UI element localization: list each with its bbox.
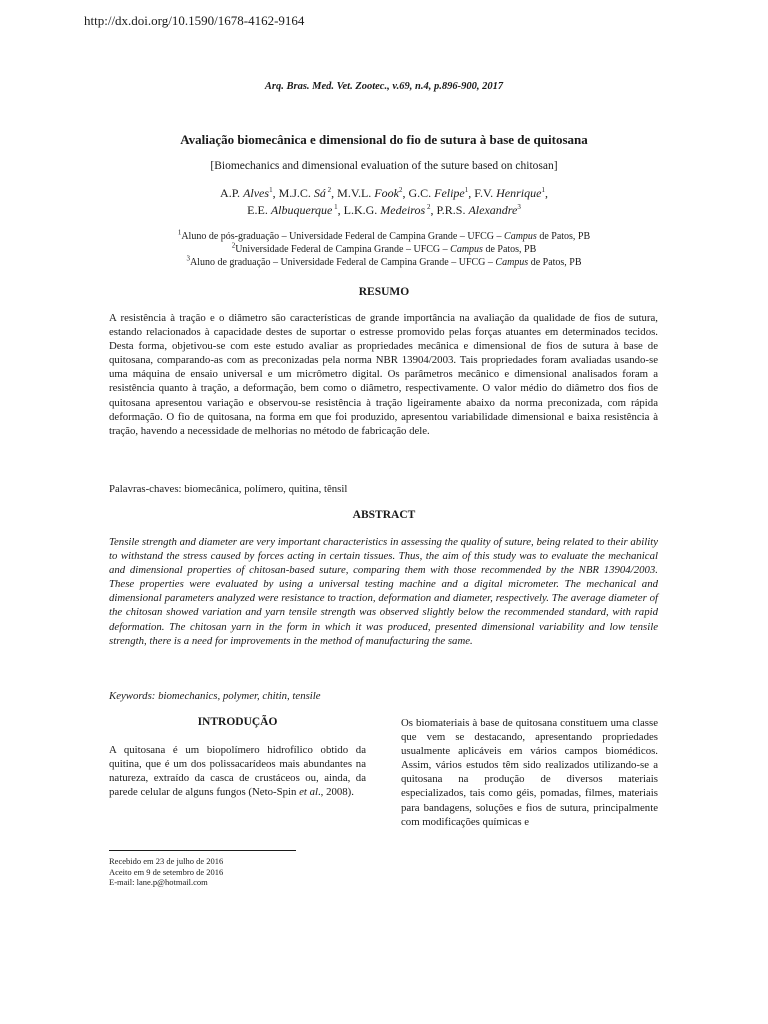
doi-link[interactable]: http://dx.doi.org/10.1590/1678-4162-9164: [84, 13, 305, 28]
footnote: [109, 856, 223, 888]
paper-title: Avaliação biomecânica e dimensional do fio de sutura à base de quitosana: [180, 132, 588, 147]
intro-text: A quitosana é um biopolímero hidrofílico obtido da quitina, que é um dos polissacarídeos mais abundantes na natureza, extraído da casca de crustáceos ou, ainda, da parede celular de alguns fungos (Neto-Spin: [109, 744, 366, 799]
affiliation-1: [0, 230, 768, 243]
affil-mark: 2: [231, 241, 236, 250]
affil-text: de Patos, PB: [536, 231, 591, 242]
received-date: Recebido em 23 de julho de 2016: [109, 856, 224, 866]
author-initials: E.E.: [247, 203, 271, 217]
author-surname: Alexandre: [468, 203, 518, 217]
affil-text: de Patos, PB: [482, 244, 537, 255]
author-initials: M.J.C.: [278, 186, 314, 200]
resumo-heading: RESUMO: [358, 286, 410, 298]
affil-mark: 1: [177, 228, 182, 237]
introduction-heading: INTRODUÇÃO: [197, 716, 278, 728]
author-surname: Alves: [243, 186, 270, 200]
intro-etal: et al: [299, 786, 318, 799]
intro-text: ., 2008).: [317, 786, 354, 799]
author-surname: Sá: [313, 186, 326, 200]
affil-text: Aluno de graduação – Universidade Federal de Campina Grande – UFCG –: [189, 257, 496, 268]
journal-citation: Arq. Bras. Med. Vet. Zootec., v.69, n.4, p.896-900, 2017: [264, 81, 504, 92]
affil-text: de Patos, PB: [528, 257, 582, 268]
author-affil-mark: 1: [464, 186, 469, 194]
author-initials: L.K.G.: [343, 203, 381, 217]
author-surname: Fook: [374, 186, 399, 200]
author-initials: M.V.L.: [337, 186, 375, 200]
author-initials: G.C.: [408, 186, 435, 200]
abstract-keywords: Keywords: biomechanics, polymer, chitin, tensile: [109, 690, 321, 702]
accepted-date: Aceito em 9 de setembro de 2016: [109, 866, 224, 877]
author-line-1: A.P. Alves$^1$, M.J.C. Sá $^2$, M.V.L. Fook$^2$, G.C. Felipe$^1$, F.V. Henrique$^1$,: [220, 186, 548, 200]
resumo-keywords: Palavras-chaves: biomecânica, polímero, quitina, tênsil: [109, 483, 348, 495]
affil-campus: Campus: [495, 257, 529, 268]
author-affil-mark: 1: [541, 186, 545, 194]
resumo-text: A resistência à tração e o diâmetro são características de grande importância na avaliação da qualidade de fios de sutura, estando relacionados à capacidade destes de suportar o estresse promovido pelas forças atuantes em determinados tecidos. Desta forma, objetivou-se com este estudo avaliar as propriedades mecânica e dimensional de fios de sutura à base de quitosana, comparando-as com as preconizadas pela norma NBR 13904/2003. Tais propriedades foram avaliadas usando-se uma máquina de ensaio universal e um micrômetro digital. Os parâmetros mecânico e dimensional analisados foram a resistência quanto à tração, a deformação, bem como o diâmetro, respectivamente. O valor médio do diâmetro dos fios de quitosana apresentou variação e observou-se resistência à tração ligeiramente abaixo da norma preconizada, com rápida deformação. O fio de quitosana, na forma em que foi produzido, apresentou variabilidade dimensional e baixa resistência à tração, havendo a necessidade de melhorias no método de fabricação dele.: [109, 312, 658, 437]
affiliation-3: [0, 256, 768, 269]
affil-text: Aluno de pós-graduação – Universidade Federal de Campina Grande – UFCG –: [181, 231, 505, 242]
author-surname: Albuquerque: [270, 203, 333, 217]
author-surname: Felipe: [434, 186, 465, 200]
affil-text: Universidade Federal de Campina Grande – UFCG –: [235, 244, 451, 255]
affil-campus: Campus: [504, 231, 537, 242]
abstract-text: Tensile strength and diameter are very important characteristics in assessing the quality of suture, being related to their ability to withstand the stress caused by forces acting in certain tissues. Thus, the aim of this study was to evaluate the mechanical and dimensional properties of chitosan-based suture, comparing them with those recommended by the NBR 13904/2003. These properties were evaluated by using a universal testing machine and a digital micrometer. The mechanical and dimensional parameters analyzed were resistance to traction, deformation and diameter, respectively. The average diameter of the chitosan showed variation and yarn tensile strength was observed slightly below the recommended standard, with rapid deformation. The chitosan yarn in the form in which it was produced, presented dimensional variability and low tensile strength, there is a need for improvements in the method of manufacturing the same.: [109, 536, 658, 647]
affiliation-2: [0, 243, 768, 256]
author-list: [0, 185, 768, 219]
paper-title-english: [Biomechanics and dimensional evaluation of the suture based on chitosan]: [210, 160, 558, 172]
abstract-heading: ABSTRACT: [352, 509, 416, 521]
author-initials: P.R.S.: [436, 203, 469, 217]
author-initials: F.V.: [474, 186, 497, 200]
author-affil-mark: 2: [325, 186, 332, 194]
affiliation-list: [0, 230, 768, 269]
author-surname: Henrique: [496, 186, 542, 200]
contact-email[interactable]: E-mail: lane.p@hotmail.com: [109, 877, 208, 887]
footnote-divider: [109, 850, 296, 851]
author-surname: Medeiros: [380, 203, 426, 217]
introduction-right-column: Os biomateriais à base de quitosana constituem uma classe que vem se destacando, apresentando propriedades usualmente aplicáveis em vários campos biomédicos. Assim, vários estudos têm sido realizados utilizando-se a quitosana na produção de diversos materiais especializados, tais como géis, pomadas, filmes, materiais para bandagens, soluções e fios de sutura, principalmente com modificações químicas e: [401, 717, 658, 828]
author-affil-mark: 1: [332, 203, 338, 211]
author-affil-mark: 1: [269, 186, 273, 194]
author-initials: A.P.: [220, 186, 244, 200]
affil-mark: 3: [186, 254, 190, 263]
author-affil-mark: 3: [517, 203, 521, 211]
author-line-2: E.E. Albuquerque $^1$, L.K.G. Medeiros $^2$, P.R.S. Alexandre$^3$: [247, 203, 521, 217]
author-affil-mark: 2: [398, 186, 403, 194]
author-affil-mark: 2: [425, 203, 431, 211]
introduction-left-column: [109, 743, 366, 799]
affil-campus: Campus: [450, 244, 483, 255]
